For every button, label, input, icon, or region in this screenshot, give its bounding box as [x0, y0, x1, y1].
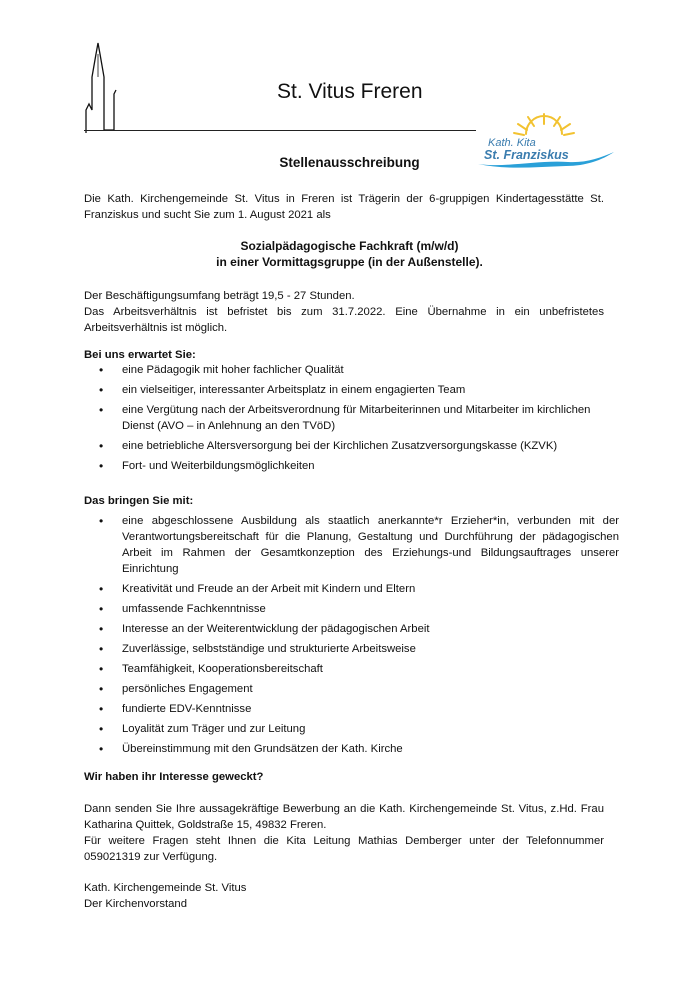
conditions-paragraph [84, 288, 604, 336]
list-item: • eine Pädagogik mit hoher fachlicher Qualität [84, 362, 619, 378]
list-item: • eine abgeschlossene Ausbildung als staatlich anerkannte*r Erzieher*in, verbunden mit der Verantwortungsbereitschaft für die Planung, Gestaltung und Durchführung der pädagogischen Arbeit im Rahmen der Gesamtkonzeption des Erziehungs-und Bildungsauftrages unserer Einrichtung [84, 513, 619, 577]
header-rule [84, 130, 476, 131]
list-item: • persönliches Engagement [84, 681, 619, 697]
list-item: • Übereinstimmung mit den Grundsätzen der Kath. Kirche [84, 741, 619, 757]
document-title: Stellenausschreibung [279, 155, 420, 170]
list-item: • Teamfähigkeit, Kooperationsbereitschaft [84, 661, 619, 677]
sun-icon [514, 114, 574, 135]
conditions-line2: Das Arbeitsverhältnis ist befristet bis zum 31.7.2022. Eine Übernahme in ein unbefristetes Arbeitsverhältnis ist möglich. [84, 306, 604, 334]
logo-text-line1: Kath. Kita [488, 137, 536, 149]
list-item: • Fort- und Weiterbildungsmöglichkeiten [84, 458, 619, 474]
position-title [0, 238, 699, 270]
position-title-line2: in einer Vormittagsgruppe (in der Außenstelle). [216, 255, 483, 269]
application-text: Dann senden Sie Ihre aussagekräftige Bewerbung an die Kath. Kirchengemeinde St. Vitus, z.Hd. Frau Katharina Quittek, Goldstraße 15, 49832 Freren. [84, 803, 604, 831]
intro-paragraph: Die Kath. Kirchengemeinde St. Vitus in Freren ist Trägerin der 6-gruppigen Kindertagesstätte St. Franziskus und sucht Sie zum 1. August 2021 als [84, 193, 604, 221]
list-item: • umfassende Fachkenntnisse [84, 601, 619, 617]
closing-signature [84, 880, 604, 912]
list-item: • Kreativität und Freude an der Arbeit mit Kindern und Eltern [84, 581, 619, 597]
list-item: • eine Vergütung nach der Arbeitsverordnung für Mitarbeiterinnen und Mitarbeiter im kirchlichen Dienst (AVO – in Anlehnung an den TVöD) [84, 402, 619, 434]
closing-line2: Der Kirchenvorstand [84, 898, 187, 910]
requirements-list [84, 513, 619, 761]
interest-heading: Wir haben ihr Interesse geweckt? [84, 771, 264, 783]
offer-list [84, 362, 619, 478]
organization-title: St. Vitus Freren [277, 80, 423, 103]
list-item: • Zuverlässige, selbstständige und strukturierte Arbeitsweise [84, 641, 619, 657]
church-spire-logo [84, 42, 144, 134]
offer-heading: Bei uns erwartet Sie: [84, 349, 196, 361]
list-item: • ein vielseitiger, interessanter Arbeitsplatz in einem engagierten Team [84, 382, 619, 398]
list-item: • Loyalität zum Träger und zur Leitung [84, 721, 619, 737]
list-item: • fundierte EDV-Kenntnisse [84, 701, 619, 717]
logo-text-line2: St. Franziskus [484, 148, 569, 162]
contact-paragraph [84, 801, 604, 865]
questions-text: Für weitere Fragen steht Ihnen die Kita Leitung Mathias Demberger unter der Telefonnummer 059021319 zur Verfügung. [84, 835, 604, 863]
list-item: • eine betriebliche Altersversorgung bei der Kirchlichen Zusatzversorgungskasse (KZVK) [84, 438, 619, 454]
conditions-line1: Der Beschäftigungsumfang beträgt 19,5 - 27 Stunden. [84, 290, 355, 302]
closing-line1: Kath. Kirchengemeinde St. Vitus [84, 882, 247, 894]
requirements-heading: Das bringen Sie mit: [84, 495, 194, 507]
position-title-line1: Sozialpädagogische Fachkraft (m/w/d) [240, 239, 459, 253]
list-item: • Interesse an der Weiterentwicklung der pädagogischen Arbeit [84, 621, 619, 637]
